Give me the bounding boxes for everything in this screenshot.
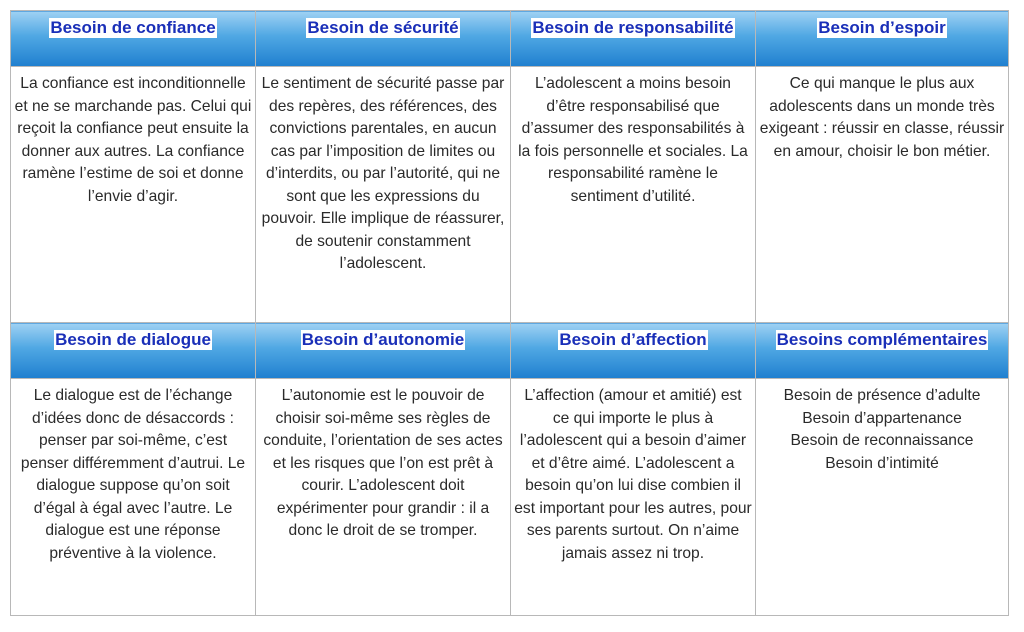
cell-text: Le dialogue est de l’échange d’idées donc de désaccords : penser par soi-même, c’est penser différemment d’autrui. Le dialogue suppose qu’on soit d’égal à égal avec l’autre. Le dialogue est une réponse préventive à la violence. — [20, 387, 246, 562]
cell-title: Besoin d’autonomie — [301, 330, 465, 349]
cell-title: Besoin d’espoir — [818, 18, 946, 37]
header-cell-responsabilite — [511, 11, 756, 67]
cell-title: Besoins complémentaires — [776, 330, 988, 349]
list-item: Besoin d’appartenance — [802, 409, 962, 427]
cell-title: Besoin d’affection — [559, 330, 707, 349]
header-cell-complementaires — [756, 323, 1009, 379]
cell-title: Besoin de confiance — [50, 18, 216, 37]
header-row-2 — [11, 323, 1009, 379]
body-cell-autonomie — [256, 379, 511, 616]
header-cell-confiance — [11, 11, 256, 67]
needs-table — [10, 10, 1009, 616]
header-cell-autonomie — [256, 323, 511, 379]
header-row-1 — [11, 11, 1009, 67]
body-cell-complementaires — [756, 379, 1009, 616]
header-cell-espoir — [756, 11, 1009, 67]
list-item: Besoin d’intimité — [825, 454, 939, 472]
header-cell-dialogue — [11, 323, 256, 379]
header-cell-affection — [511, 323, 756, 379]
complementary-needs-list — [756, 385, 1008, 475]
body-cell-responsabilite — [511, 67, 756, 323]
cell-title: Besoin de dialogue — [55, 330, 211, 349]
cell-text: L’affection (amour et amitié) est ce qui importe le plus à l’adolescent qui a besoin d’aimer et d’être aimé. L’adolescent a besoin qu’on lui dise combien il est important pour les autres, pour ses parents surtout. On n’aime jamais assez ni trop. — [514, 387, 752, 562]
cell-text: L’autonomie est le pouvoir de choisir soi-même ses règles de conduite, l’orientation de ses actes et les risques que l’on est prêt à courir. L’adolescent doit expérimenter pour grandir : il a donc le droit de se tromper. — [263, 387, 503, 539]
cell-text: Le sentiment de sécurité passe par des repères, des références, des convictions parentales, en aucun cas par l’imposition de limites ou d’interdits, ou par l’autorité, qui ne sont que les expressions du pouvoir. Elle implique de réassurer, de soutenir constamment l’adolescent. — [261, 75, 505, 272]
cell-text: La confiance est inconditionnelle et ne se marchande pas. Celui qui reçoit la confiance peut ensuite la donner aux autres. La confiance ramène l’estime de soi et donne l’envie d’agir. — [14, 75, 252, 205]
list-item: Besoin de présence d’adulte — [783, 387, 981, 404]
body-cell-confiance — [11, 67, 256, 323]
cell-text: Ce qui manque le plus aux adolescents dans un monde très exigeant : réussir en classe, réussir en amour, choisir le bon métier. — [759, 75, 1005, 160]
list-item: Besoin de reconnaissance — [790, 432, 974, 449]
cell-title: Besoin de sécurité — [307, 18, 459, 37]
body-cell-securite — [256, 67, 511, 323]
cell-text: L’adolescent a moins besoin d’être responsabilisé que d’assumer des responsabilités à la fois personnelle et sociales. La responsabilité ramène le sentiment d’utilité. — [518, 75, 748, 205]
body-row-2 — [11, 379, 1009, 616]
header-cell-securite — [256, 11, 511, 67]
body-cell-espoir — [756, 67, 1009, 323]
body-cell-dialogue — [11, 379, 256, 616]
body-cell-affection — [511, 379, 756, 616]
cell-title: Besoin de responsabilité — [532, 18, 734, 37]
body-row-1 — [11, 67, 1009, 323]
